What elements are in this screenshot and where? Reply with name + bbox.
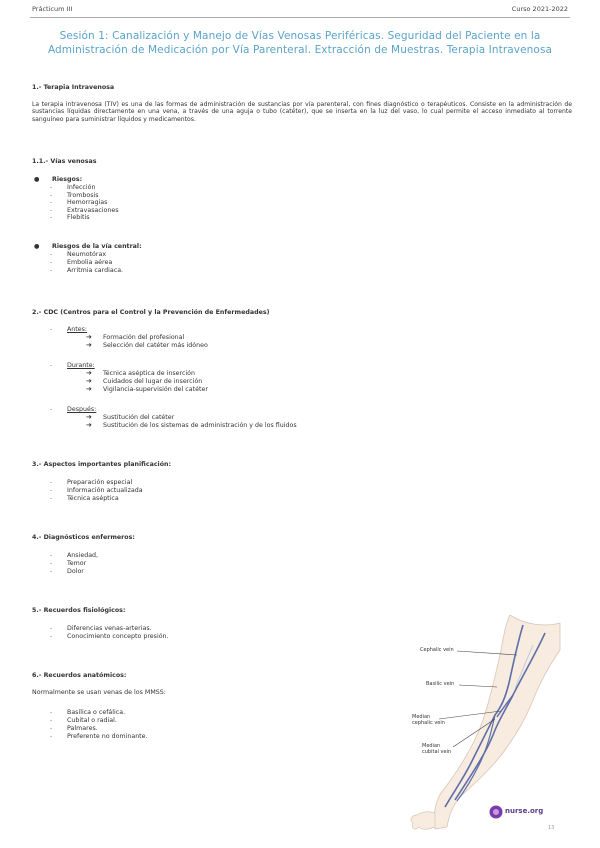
list-item: Flebitis	[67, 214, 90, 221]
page-number: 13	[548, 825, 555, 831]
list-item: Hemorragias	[67, 199, 108, 206]
arrow-icon: ➔	[86, 341, 92, 349]
dash-icon: -	[50, 406, 53, 413]
dash-icon: -	[50, 552, 53, 559]
dash-icon: -	[50, 267, 53, 274]
label-median-cubital-2: cubital vein	[422, 749, 452, 755]
dash-icon: -	[50, 259, 53, 266]
dash-icon: -	[50, 326, 53, 333]
dash-icon: -	[50, 633, 53, 640]
list-item: Cuidados del lugar de inserción	[103, 378, 203, 385]
section-1-paragraph: La terapia intravenosa (TIV) es una de las formas de administración de sustancias por vía parenteral, con fines diagnóstico o terapéuticos. Consiste en la administración de sustancias líquidas directamente en una vena, a través de una aguja o tubo (catéter), que se inserta en la luz del vaso, lo cual permite el acceso inmediato al torrente sanguíneo para suministrar líquidos y medicamentos.	[32, 101, 572, 123]
dash-icon: -	[50, 251, 53, 258]
dash-icon: -	[50, 709, 53, 716]
despues-label: Después:	[67, 406, 97, 413]
section-2-heading: 2.- CDC (Centros para el Control y la Prevención de Enfermedades)	[32, 309, 270, 316]
list-item: Vigilancia-supervisión del catéter	[103, 386, 208, 393]
section-6-heading: 6.- Recuerdos anatómicos:	[32, 672, 127, 679]
central-risks-label: Riesgos de la vía central:	[52, 243, 142, 250]
label-cephalic-vein: Cephalic vein	[420, 647, 454, 653]
dash-icon: -	[50, 725, 53, 732]
antes-label: Antes:	[67, 326, 88, 333]
list-item: Sustitución del catéter	[103, 414, 175, 421]
section-3-heading: 3.- Aspectos importantes planificación:	[32, 461, 172, 468]
nurse-org-logo-text: nurse.org	[505, 807, 544, 815]
dash-icon: -	[50, 191, 53, 199]
dash-icon: -	[50, 733, 53, 740]
leader-line-basilic	[459, 685, 497, 687]
document-title: Sesión 1: Canalización y Manejo de Vías Venosas Periféricas. Seguridad del Paciente en la Administración de Medicación por Vía Parenteral. Extracción de Muestras. Terapia Intravenosa	[47, 30, 553, 56]
section-1-1-heading: 1.1.- Vías venosas	[32, 158, 97, 165]
dash-icon: -	[50, 568, 53, 575]
header-divider	[30, 17, 570, 18]
arrow-icon: ➔	[86, 385, 92, 393]
durante-label: Durante:	[67, 362, 95, 369]
dash-icon: -	[50, 206, 53, 214]
dash-icon: -	[50, 214, 53, 221]
page-header	[32, 5, 568, 17]
list-item: Técnica aséptica de inserción	[103, 370, 195, 377]
section-1-heading: 1.- Terapia Intravenosa	[32, 84, 115, 91]
dash-icon: -	[50, 199, 53, 206]
dash-icon: -	[50, 487, 53, 494]
list-item: Ansiedad,	[67, 552, 99, 559]
list-item: Selección del catéter más idóneo	[103, 342, 208, 349]
section-6-intro: Normalmente se usan venas de los MMSS:	[32, 689, 166, 696]
list-item: Infección	[67, 184, 96, 191]
list-item: Trombosis	[67, 191, 99, 199]
arrow-icon: ➔	[86, 333, 92, 341]
list-item: Preferente no dominante.	[67, 733, 148, 740]
list-item: Conocimiento concepto presión.	[67, 633, 169, 640]
list-item: Neumotórax	[67, 251, 107, 258]
list-item: Embolia aérea	[67, 259, 113, 266]
arrow-icon: ➔	[86, 413, 92, 421]
dash-icon: -	[50, 184, 53, 191]
list-item: Basílica o cefálica.	[67, 709, 126, 716]
dash-icon: -	[50, 479, 53, 486]
list-item: Arritmia cardiaca.	[67, 267, 124, 274]
bullet-icon: ●	[34, 243, 40, 250]
list-item: Preparación especial	[67, 479, 133, 486]
list-item: Formación del profesional	[103, 334, 185, 341]
header-course: Prácticum III	[32, 5, 73, 13]
label-basilic-vein: Basilic vein	[426, 681, 455, 687]
section-4-heading: 4.- Diagnósticos enfermeros:	[32, 534, 135, 541]
list-item: Técnica aséptica	[67, 495, 119, 502]
hand-silhouette	[411, 812, 435, 830]
list-item: Cubital o radial.	[67, 717, 117, 724]
dash-icon: -	[50, 625, 53, 632]
list-item: Extravasaciones	[67, 206, 119, 214]
list-item: Palmares.	[67, 725, 98, 732]
dash-icon: -	[50, 362, 53, 369]
nurse-org-logo-icon	[489, 805, 503, 819]
arrow-icon: ➔	[86, 369, 92, 377]
dash-icon: -	[50, 495, 53, 502]
label-median-cubital-1: Median	[422, 743, 441, 749]
label-median-cephalic-1: Median	[412, 714, 431, 720]
dash-icon: -	[50, 717, 53, 724]
list-item: Diferencias venas-arterias.	[67, 625, 152, 632]
list-item: Temor	[67, 560, 87, 567]
list-item: Dolor	[67, 568, 84, 575]
bullet-icon: ●	[34, 176, 40, 183]
riesgos-label: Riesgos:	[52, 176, 83, 183]
header-year: Curso 2021-2022	[511, 5, 568, 13]
list-item: Información actualizada	[67, 487, 143, 494]
label-median-cephalic-2: cephalic vein	[412, 720, 445, 726]
arrow-icon: ➔	[86, 377, 92, 385]
list-item: Sustitución de los sistemas de administración y de los fluidos	[103, 422, 297, 429]
dash-icon: -	[50, 560, 53, 567]
section-5-heading: 5.- Recuerdos fisiológicos:	[32, 607, 126, 614]
arrow-icon: ➔	[86, 421, 92, 429]
